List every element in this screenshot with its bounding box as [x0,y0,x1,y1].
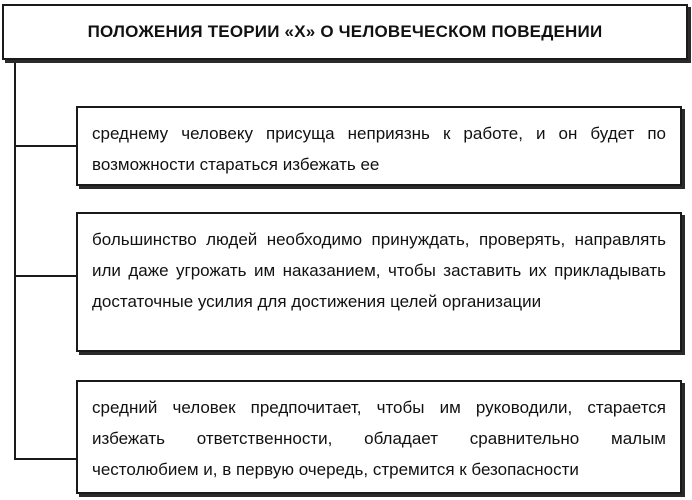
statement-box-1 [76,106,682,186]
connector-branch-2 [14,275,78,277]
statement-text-1: среднему человеку присуща неприязнь к работе, и он будет по возможности стараться избежать ее [92,124,666,174]
connector-branch-3 [14,458,78,460]
statement-box-3 [76,380,682,494]
connector-trunk [14,60,16,460]
connector-branch-1 [14,145,78,147]
statement-text-2: большинство людей необходимо принуждать, проверять, направлять или даже угрожать им наказанием, чтобы заставить их прикладывать достаточные усилия для достижения целей организации [92,230,666,311]
statement-text-3: средний человек предпочитает, чтобы им руководили, старается избежать ответственности, обладает сравнительно малым честолюбием и, в первую очередь, стремится к безопасности [92,398,666,479]
diagram-title-box [2,4,688,60]
diagram-title: ПОЛОЖЕНИЯ ТЕОРИИ «Х» О ЧЕЛОВЕЧЕСКОМ ПОВЕДЕНИИ [87,22,603,41]
statement-box-2 [76,212,682,352]
